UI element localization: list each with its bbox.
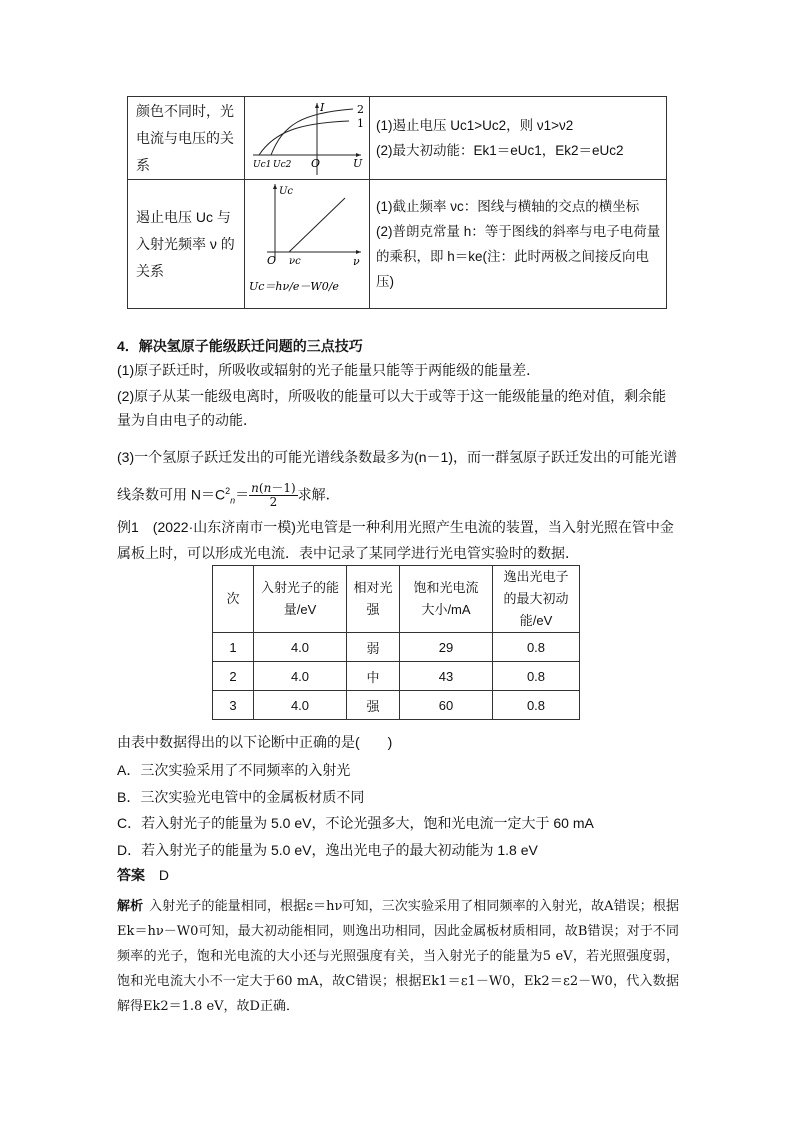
uc-nu-graph-cell (245, 180, 370, 309)
answer-value: D (158, 867, 170, 883)
table-row (128, 180, 667, 309)
option-c: C．若入射光子的能量为 5.0 eV，不论光强多大，饱和光电流一定大于 60 mA (117, 815, 594, 831)
answer-label: 答案 (117, 867, 145, 883)
row-label: 颜色不同时，光电流与电压的关系 (128, 97, 245, 180)
column-header: 逸出光电子的最大初动能/eV (493, 566, 580, 633)
question-stem: 由表中数据得出的以下论断中正确的是( ) (117, 734, 393, 750)
uc1-label: Uc1 (253, 160, 272, 170)
stopping-voltage-formula: Uc＝hν/e－W0/e (249, 280, 339, 293)
column-header: 次 (213, 566, 254, 633)
description-line: (1)遏止电压 Uc1>Uc2，则 ν1>ν2 (376, 118, 574, 133)
option-b: B．三次实验光电管中的金属板材质不同 (117, 789, 365, 805)
uc2-label: Uc2 (273, 160, 292, 170)
paragraph: (1)原子跃迁时，所吸收或辐射的光子能量只能等于两能级的能量差． (117, 362, 541, 378)
description-line: (2)最大初动能：Ek1＝eUc1，Ek2＝eUc2 (376, 143, 624, 158)
example-intro: 例1 (2022·山东济南市一模)光电管是一种利用光照产生电流的装置，当入射光照在管中金属板上时，可以形成光电流．表中记录了某同学进行光电管实验时的数据． (117, 519, 674, 561)
paragraph-text: (3)一个氢原子跃迁发出的可能光谱线条数最多为(n－1)，而一群氢原子跃迁发出的可能光谱线条数可用 N＝C (117, 449, 678, 503)
table-cell: 强 (347, 691, 400, 720)
table-cell: 4.0 (254, 691, 347, 720)
photoelectric-graph-table (127, 96, 667, 309)
table-row (128, 97, 667, 180)
table-cell: 0.8 (493, 691, 580, 720)
curve-2-label: 2 (357, 103, 364, 116)
table-cell: 4.0 (254, 662, 347, 691)
curve-2 (271, 109, 353, 155)
analysis-label: 解析 (117, 898, 144, 913)
table-cell: 60 (400, 691, 493, 720)
stopping-voltage-frequency-graph (245, 180, 369, 308)
table-row (213, 691, 580, 720)
section-heading: 4．解决氢原子能级跃迁问题的三点技巧 (117, 338, 363, 354)
curve-1-label: 1 (357, 117, 364, 130)
table-cell: 0.8 (493, 662, 580, 691)
description-line: (1)截止频率 νc：图线与横轴的交点的横坐标 (376, 199, 640, 214)
i-axis-label: I (320, 101, 325, 114)
table-cell: 弱 (347, 633, 400, 662)
description-line: (2)普朗克常量 h：等于图线的斜率与电子电荷量的乘积，即 h＝ke(注：此时两极之间接反向电压) (376, 224, 661, 289)
table-row (213, 662, 580, 691)
table-cell: 2 (213, 662, 254, 691)
current-voltage-graph (245, 97, 369, 179)
column-header: 饱和光电流大小/mA (400, 566, 493, 633)
option-d: D．若入射光子的能量为 5.0 eV，逸出光电子的最大初动能为 1.8 eV (117, 842, 538, 858)
nu-axis-label: ν (353, 255, 360, 268)
origin-label: O (311, 157, 321, 170)
table-cell: 中 (347, 662, 400, 691)
origin-label: O (267, 254, 277, 267)
table-row (213, 633, 580, 662)
uc-nu-line (289, 198, 345, 252)
row-description (370, 97, 667, 180)
table-cell: 1 (213, 633, 254, 662)
uc-axis-label: Uc (279, 186, 294, 197)
table-cell: 29 (400, 633, 493, 662)
answer-line (117, 865, 169, 885)
option-a: A．三次实验采用了不同频率的入射光 (117, 762, 351, 778)
table-cell: 4.0 (254, 633, 347, 662)
curve-1 (259, 121, 349, 155)
experiment-data-table (212, 565, 580, 720)
paragraph: (2)原子从某一能级电离时，所吸收的能量可以大于或等于这一能级能量的绝对值，剩余能量为自由电子的动能． (117, 388, 667, 428)
table-cell: 3 (213, 691, 254, 720)
row-label: 遏止电压 Uc 与入射光频率 ν 的关系 (128, 180, 245, 309)
paragraph-text: 求解． (297, 486, 340, 503)
u-axis-label: U (353, 157, 363, 170)
analysis-block (117, 893, 679, 1019)
analysis-text: 入射光子的能量相同，根据ε＝hν可知，三次实验采用了相同频率的入射光，故A错误；根据Ek＝hν－W0可知，最大初动能相同，则逸出功相同，因此金属板材质相同，故B错误；对于不同频率的光子，饱和光电流的大小还与光照强度有关，当入射光子的能量为5 eV，若光照强度弱，饱和光电流大小不一定大于60 mA，故C错误；根据Ek1＝ε1－W0，Ek2＝ε2－W0，代入数据解得Ek2＝1.8 eV，故D正确． (117, 899, 679, 1014)
paragraph: (3)一个氢原子跃迁发出的可能光谱线条数最多为(n－1)，而一群氢原子跃迁发出的可能光谱线条数可用 $N=C^2_n=$ $\frac{n(n-1)}{2}$ 求解． (117, 449, 678, 510)
table-cell: 43 (400, 662, 493, 691)
table-header-row (213, 566, 580, 633)
row-description (370, 180, 667, 309)
cutoff-frequency-label: νc (289, 256, 301, 267)
column-header: 相对光强 (347, 566, 400, 633)
table-cell: 0.8 (493, 633, 580, 662)
iu-graph-cell (245, 97, 370, 180)
column-header: 入射光子的能量/eV (254, 566, 347, 633)
